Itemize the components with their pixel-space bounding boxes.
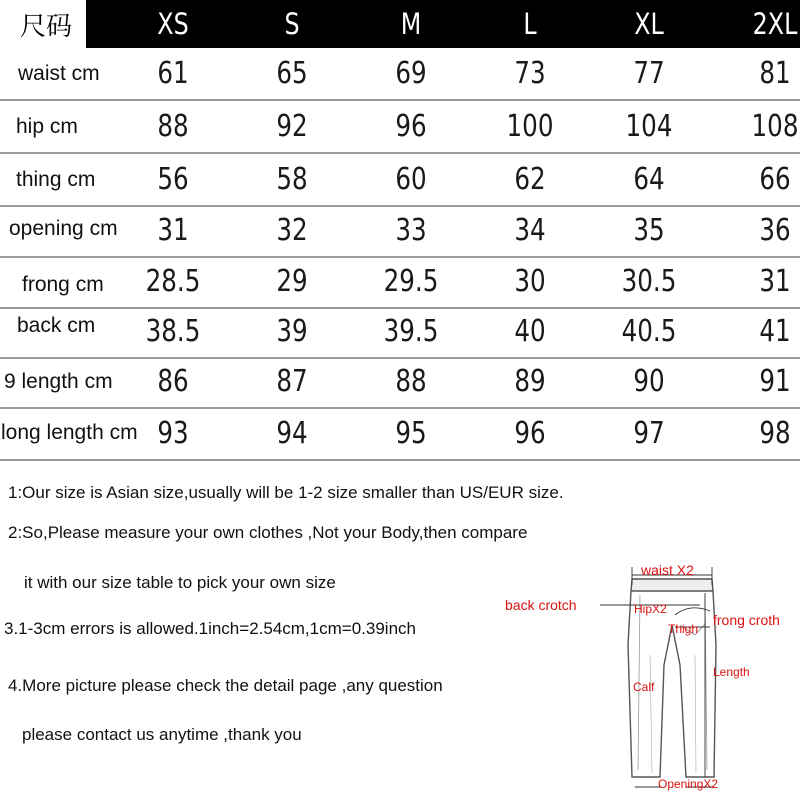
table-cell: 100 xyxy=(506,109,554,144)
table-cell: 88 xyxy=(395,364,427,399)
table-cell: 35 xyxy=(633,213,665,248)
table-cell: 36 xyxy=(759,213,791,248)
table-cell: 28.5 xyxy=(145,264,201,299)
pants-measurement-diagram xyxy=(500,555,800,800)
diagram-label-front-crotch: frong croth xyxy=(713,612,780,628)
header-size-m: M xyxy=(400,7,422,41)
row-label: waist cm xyxy=(18,62,100,85)
table-cell: 60 xyxy=(395,162,427,197)
table-row-opening xyxy=(0,205,800,258)
table-row-thigh xyxy=(0,154,800,207)
row-label: opening cm xyxy=(9,217,118,240)
table-cell: 31 xyxy=(759,264,791,299)
row-label: hip cm xyxy=(16,115,78,138)
note-2: 2:So,Please measure your own clothes ,Not your Body,then compare xyxy=(8,523,528,542)
diagram-label-opening: OpeningX2 xyxy=(658,777,719,791)
note-3: 3.1-3cm errors is allowed.1inch=2.54cm,1cm=0.39inch xyxy=(4,619,416,638)
table-cell: 32 xyxy=(276,213,308,248)
table-cell: 86 xyxy=(157,364,189,399)
row-label: long length cm xyxy=(1,421,138,444)
table-cell: 97 xyxy=(633,416,665,451)
note-4: 4.More picture please check the detail page ,any question xyxy=(8,676,443,695)
table-cell: 93 xyxy=(157,416,189,451)
table-cell: 40.5 xyxy=(621,314,677,349)
table-row-waist xyxy=(0,48,800,101)
table-cell: 88 xyxy=(157,109,189,144)
row-label: back cm xyxy=(17,314,96,337)
table-cell: 91 xyxy=(759,364,791,399)
table-cell: 56 xyxy=(157,162,189,197)
table-cell: 58 xyxy=(276,162,308,197)
header-size-l: L xyxy=(523,7,537,41)
table-cell: 34 xyxy=(514,213,546,248)
table-cell: 89 xyxy=(514,364,546,399)
table-cell: 62 xyxy=(514,162,546,197)
table-cell: 33 xyxy=(395,213,427,248)
header-size-label: 尺码 xyxy=(20,12,73,42)
header-size-xl: XL xyxy=(634,7,664,41)
table-cell: 66 xyxy=(759,162,791,197)
table-row-hip xyxy=(0,101,800,154)
table-header-row xyxy=(0,0,800,48)
diagram-label-waist: waist X2 xyxy=(641,562,694,578)
table-cell: 30 xyxy=(514,264,546,299)
table-cell: 77 xyxy=(633,56,665,91)
table-row-back-crotch xyxy=(0,306,800,359)
table-cell: 38.5 xyxy=(145,314,201,349)
row-label: 9 length cm xyxy=(4,370,113,393)
table-row-long-length xyxy=(0,408,800,461)
note-1: 1:Our size is Asian size,usually will be 1-2 size smaller than US/EUR size. xyxy=(8,483,564,502)
table-cell: 95 xyxy=(395,416,427,451)
header-size-2xl: 2XL xyxy=(752,7,798,41)
table-cell: 29 xyxy=(276,264,308,299)
table-cell: 61 xyxy=(157,56,189,91)
note-2-continued: it with our size table to pick your own size xyxy=(24,573,336,592)
row-label: thing cm xyxy=(16,168,96,191)
header-size-xs: XS xyxy=(157,7,189,41)
diagram-label-thigh: Thigh xyxy=(668,622,699,636)
table-cell: 108 xyxy=(751,109,799,144)
table-cell: 39.5 xyxy=(383,314,439,349)
pants-outline-drawing xyxy=(500,555,800,800)
table-cell: 98 xyxy=(759,416,791,451)
diagram-label-calf: Calf xyxy=(633,680,655,694)
header-size-label-cell xyxy=(0,0,86,48)
table-cell: 96 xyxy=(514,416,546,451)
table-cell: 40 xyxy=(514,314,546,349)
table-cell: 30.5 xyxy=(621,264,677,299)
table-cell: 41 xyxy=(759,314,791,349)
diagram-label-back-crotch: back crotch xyxy=(505,597,577,613)
table-cell: 73 xyxy=(514,56,546,91)
header-size-s: S xyxy=(284,7,300,41)
table-cell: 90 xyxy=(633,364,665,399)
row-label: frong cm xyxy=(22,273,104,296)
table-cell: 96 xyxy=(395,109,427,144)
table-cell: 64 xyxy=(633,162,665,197)
note-4-continued: please contact us anytime ,thank you xyxy=(22,725,302,744)
table-cell: 39 xyxy=(276,314,308,349)
table-row-front-crotch xyxy=(0,256,800,309)
table-cell: 69 xyxy=(395,56,427,91)
diagram-label-length: Length xyxy=(713,665,750,679)
table-cell: 92 xyxy=(276,109,308,144)
table-cell: 29.5 xyxy=(383,264,439,299)
table-cell: 94 xyxy=(276,416,308,451)
table-row-9-length xyxy=(0,356,800,409)
diagram-label-hip: HipX2 xyxy=(634,602,667,616)
table-cell: 81 xyxy=(759,56,791,91)
table-cell: 31 xyxy=(157,213,189,248)
table-cell: 104 xyxy=(625,109,673,144)
table-cell: 65 xyxy=(276,56,308,91)
table-cell: 87 xyxy=(276,364,308,399)
